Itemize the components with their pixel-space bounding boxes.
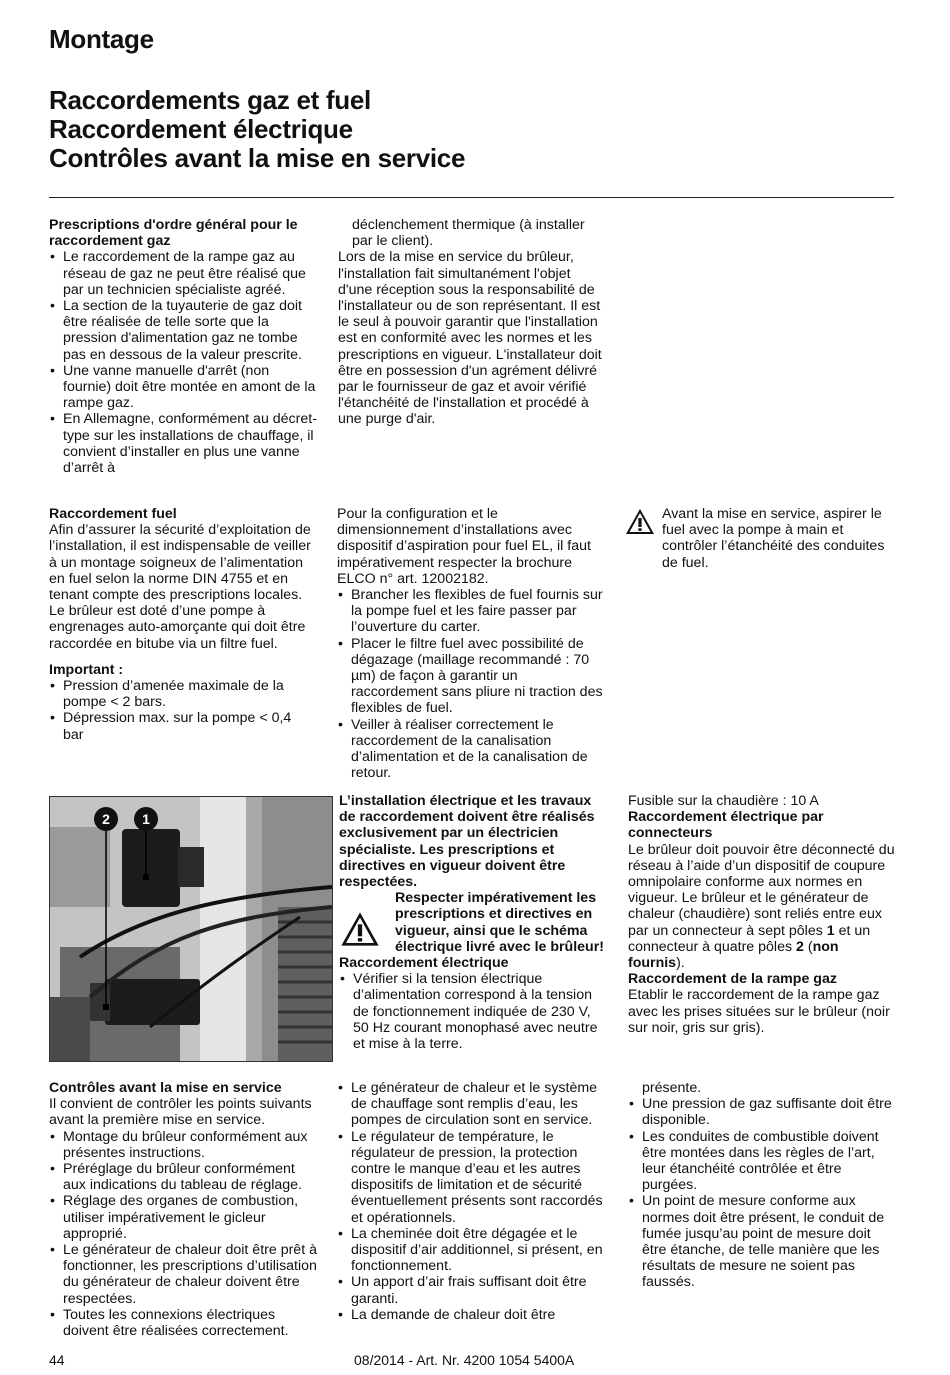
checks-intro: Il convient de contrôler les points suivants avant la première mise en service.	[49, 1096, 312, 1129]
callout-2: 2	[94, 807, 118, 831]
electrical-intro: L’installation électrique et les travaux de raccordement doivent être réalisés exclusivement par un électricien spécialiste. Les prescriptions et directives en vigueur doivent être respectées.	[339, 793, 595, 891]
warning-icon	[625, 508, 655, 535]
connectors-heading: Raccordement électrique par connecteurs	[628, 809, 824, 842]
title-electrical: Raccordement électrique	[49, 114, 353, 144]
checks-list-3	[628, 1096, 898, 1290]
list-item: • Vérifier si la tension électrique d’alimentation correspond à la tension de fonctionnement indiquée de 230 V, 50 Hz courant monophasé avec neutre et mise à la terre.	[339, 971, 607, 1052]
callout-1: 1	[134, 807, 158, 831]
electrical-column-3	[628, 793, 898, 1036]
list-item: • Le raccordement de la rampe gaz au réseau de gaz ne peut être réalisé que par un technicien spécialiste agréé.	[49, 249, 317, 298]
gas-ramp-text: Etablir le raccordement de la rampe gaz avec les prises situées sur le brûleur (noir sur noir, gris sur gris).	[628, 987, 890, 1036]
gas-paragraph: Lors de la mise en service du brûleur, l'installation fait simultanément l'objet d'une réception sous la responsabilité de l'installateur ou de son représentant. Il est le seul à pouvoir garantir que l'installation est en conformité avec les normes et les prescriptions en vigueur. L'installateur doit être en possession d'un agrément délivré par le fournisseur de gaz et avoir vérifié l'étanchéité de l'installation et procédé à une purge d'air.	[338, 249, 602, 428]
fuel-column-2	[337, 506, 607, 781]
electrical-warning-text: Respecter impérativement les prescriptions et directives en vigueur, ainsi que le schéma électrique livré avec le brûleur!	[395, 890, 604, 955]
fuse-text: Fusible sur la chaudière : 10 A	[628, 793, 819, 809]
gas-bullet-list	[49, 249, 317, 476]
gas-continued: déclenchement thermique (à installer par le client).	[352, 217, 585, 250]
gas-ramp-heading: Raccordement de la rampe gaz	[628, 971, 837, 988]
list-item: • Le générateur de chaleur et le système de chauffage sont remplis d’eau, les pompes de circulation sont en service.	[337, 1080, 607, 1129]
list-item: • Veiller à réaliser correctement le raccordement de la canalisation d’alimentation et de la canalisation de retour.	[337, 717, 607, 782]
important-label: Important :	[49, 661, 124, 678]
important-list	[49, 678, 311, 743]
page-number: 44	[49, 1352, 65, 1368]
connectors-paragraph: Le brûleur doit pouvoir être déconnecté du réseau à l’aide d’un dispositif de coupure omnipolaire conforme aux normes en vigueur. Le brûleur et le générateur de chaleur (chaudière) sont reliés entre eux par un connecteur à sept pôles 1 et un connecteur à quatre pôles 2 (non fournis).	[628, 841, 895, 972]
fuel-column-1	[49, 506, 311, 743]
photo-illustration	[50, 797, 332, 1061]
list-item: • Brancher les flexibles de fuel fournis sur la pompe fuel et les faire passer par l’ouverture du carter.	[337, 587, 607, 636]
fuel-warning-text: Avant la mise en service, aspirer le fuel avec la pompe à main et contrôler l’étanchéité des conduites de fuel.	[662, 506, 885, 571]
fuel-heading: Raccordement fuel	[49, 506, 177, 522]
electrical-subheading: Raccordement électrique	[339, 955, 509, 972]
list-item: • Pression d’amenée maximale de la pompe < 2 bars.	[49, 678, 311, 710]
list-item: • Réglage des organes de combustion, utiliser impérativement le gicleur approprié.	[49, 1193, 319, 1242]
list-item: • Un apport d’air frais suffisant doit être garanti.	[337, 1274, 607, 1306]
fuel-paragraph: Afin d’assurer la sécurité d’exploitation de l’installation, il est indispensable de veiller à un montage soigneux de l’alimentation en fuel selon la norme DIN 4755 et en tenant compte des prescriptions locales. Le brûleur est doté d’une pompe à engrenages auto-amorçante qui doit être raccordée en bitube via un filtre fuel.	[49, 522, 311, 652]
list-item: • La cheminée doit être dégagée et le dispositif d’air additionnel, si présent, en fonctionnement.	[337, 1226, 607, 1275]
list-item: • Préréglage du brûleur conformément aux indications du tableau de réglage.	[49, 1161, 319, 1193]
header-divider	[49, 197, 894, 198]
fuel-bullet-list	[337, 587, 607, 781]
list-item: • En Allemagne, conformément au décret-type sur les installations de chauffage, il convient d’installer en plus une vanne d’arrêt à	[49, 411, 317, 476]
section-title: Montage	[49, 24, 154, 54]
list-item: • Une vanne manuelle d'arrêt (non fournie) doit être montée en amont de la rampe gaz.	[49, 363, 317, 412]
list-item: • Placer le filtre fuel avec possibilité de dégazage (maillage recommandé : 70 µm) de façon à garantir un raccordement sans pliure ni traction des flexibles de fuel.	[337, 636, 607, 717]
list-item: • Le régulateur de température, le régulateur de pression, la protection contre le manque d’eau et les autres dispositifs de limitation et de sécurité éventuellement présents sont raccordés et opérationnels.	[337, 1129, 607, 1226]
checks-column-3	[628, 1080, 898, 1291]
fuel-config-paragraph: Pour la configuration et le dimensionnement d’installations avec dispositif d’aspiration pour fuel EL, il faut impérativement respecter la brochure ELCO n° art. 12002182.	[337, 506, 591, 587]
gas-column-1	[49, 217, 317, 476]
list-item: • La demande de chaleur doit être	[337, 1307, 607, 1323]
burner-connectors-photo	[49, 796, 333, 1062]
electrical-bullet-list	[339, 971, 607, 1052]
title-gas-fuel: Raccordements gaz et fuel	[49, 85, 371, 115]
page-titles	[49, 86, 465, 173]
list-item: • Dépression max. sur la pompe < 0,4 bar	[49, 710, 311, 742]
checks-continued: présente.	[642, 1080, 702, 1096]
checks-column-2	[337, 1080, 607, 1323]
article-reference: 08/2014 - Art. Nr. 4200 1054 5400A	[354, 1352, 575, 1368]
list-item: • Toutes les connexions électriques doivent être réalisées correctement.	[49, 1307, 319, 1339]
warning-icon	[340, 911, 380, 947]
list-item: • Une pression de gaz suffisante doit être disponible.	[628, 1096, 898, 1128]
fuel-warning	[662, 506, 898, 571]
list-item: • Un point de mesure conforme aux normes doit être présent, le conduit de fumée jusqu’au point de mesure doit être étanche, de telle manière que les résultats de mesure ne soient pas faussés.	[628, 1193, 898, 1290]
list-item: • Le générateur de chaleur doit être prêt à fonctionner, les prescriptions d’utilisation du générateur de chaleur doivent être respectées.	[49, 1242, 319, 1307]
gas-column-2	[338, 217, 604, 428]
title-checks: Contrôles avant la mise en service	[49, 143, 466, 173]
gas-heading: Prescriptions d'ordre général pour le raccordement gaz	[49, 217, 298, 250]
list-item: • La section de la tuyauterie de gaz doit être réalisée de telle sorte que la pression d'alimentation gaz ne tombe pas en dessous de la valeur prescrite.	[49, 298, 317, 363]
checks-list-2	[337, 1080, 607, 1323]
checks-list-1	[49, 1129, 319, 1340]
list-item: • Montage du brûleur conformément aux présentes instructions.	[49, 1129, 319, 1161]
checks-column-1	[49, 1080, 319, 1339]
checks-heading: Contrôles avant la mise en service	[49, 1080, 282, 1096]
list-item: • Les conduites de combustible doivent être montées dans les règles de l’art, leur étanchéité contrôlée et être purgées.	[628, 1129, 898, 1194]
